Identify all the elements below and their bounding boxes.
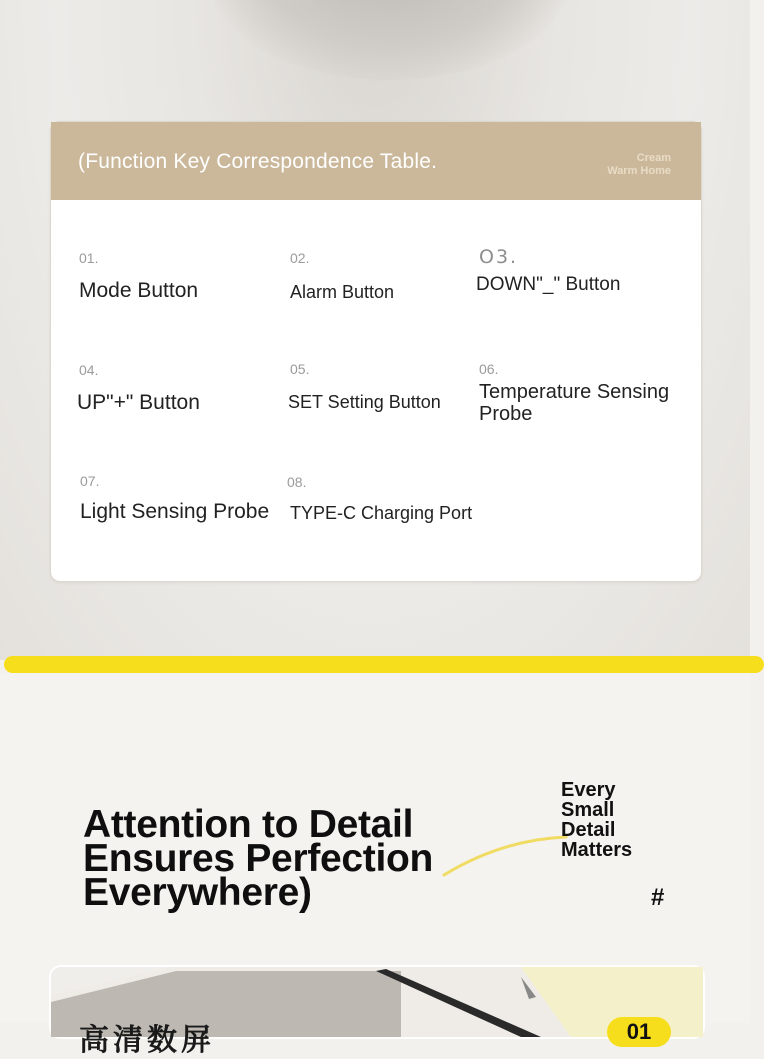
function-item-4 xyxy=(79,362,200,414)
side-line-3: Detail xyxy=(561,819,616,841)
item-number: 04. xyxy=(79,362,99,378)
item-number: 05. xyxy=(290,361,310,377)
function-key-table-card xyxy=(50,121,702,582)
item-number: 07. xyxy=(80,473,100,489)
feature-number-badge: 01 xyxy=(607,1017,671,1047)
yellow-streak-decoration xyxy=(440,825,570,880)
item-label: DOWN"_" Button xyxy=(476,274,621,295)
table-title: (Function Key Correspondence Table. xyxy=(78,150,438,173)
item-label: Light Sensing Probe xyxy=(80,500,270,523)
item-label: Alarm Button xyxy=(290,282,395,302)
item-number: 08. xyxy=(287,474,307,490)
brand-line-1: Cream xyxy=(636,152,671,164)
side-line-1: Every xyxy=(561,779,616,801)
item-number: 01. xyxy=(79,250,99,266)
headline-line-3: Everywhere) xyxy=(83,871,312,914)
item-number: O3. xyxy=(479,246,519,268)
detail-headline xyxy=(83,803,434,914)
function-item-3 xyxy=(476,246,621,296)
side-line-2: Small xyxy=(561,799,615,821)
function-item-1 xyxy=(79,250,198,302)
headline-line-2: Ensures Perfection xyxy=(83,837,434,880)
item-label: Mode Button xyxy=(79,279,199,302)
yellow-divider-band xyxy=(4,656,764,673)
function-item-7 xyxy=(80,473,269,523)
brand-line-2: Warm Home xyxy=(607,165,671,177)
headline-line-1: Attention to Detail xyxy=(83,803,414,846)
function-item-5 xyxy=(290,361,441,413)
item-label: Temperature Sensing Probe xyxy=(479,381,670,425)
brand-mark xyxy=(607,152,671,178)
detail-side-text xyxy=(561,780,632,860)
item-number: 02. xyxy=(290,250,310,266)
side-line-4: Matters xyxy=(561,839,633,861)
item-number: 06. xyxy=(479,361,499,377)
feature-title: 高清数屏 xyxy=(79,1024,215,1057)
item-label: TYPE-C Charging Port xyxy=(290,503,473,523)
function-item-6 xyxy=(479,361,689,425)
function-item-2 xyxy=(290,250,394,303)
table-header xyxy=(51,122,701,200)
item-label: UP"+" Button xyxy=(77,391,200,414)
feature-card xyxy=(49,965,705,1057)
function-item-8 xyxy=(287,474,472,524)
hash-symbol: # xyxy=(651,884,665,911)
item-label: SET Setting Button xyxy=(288,392,441,412)
